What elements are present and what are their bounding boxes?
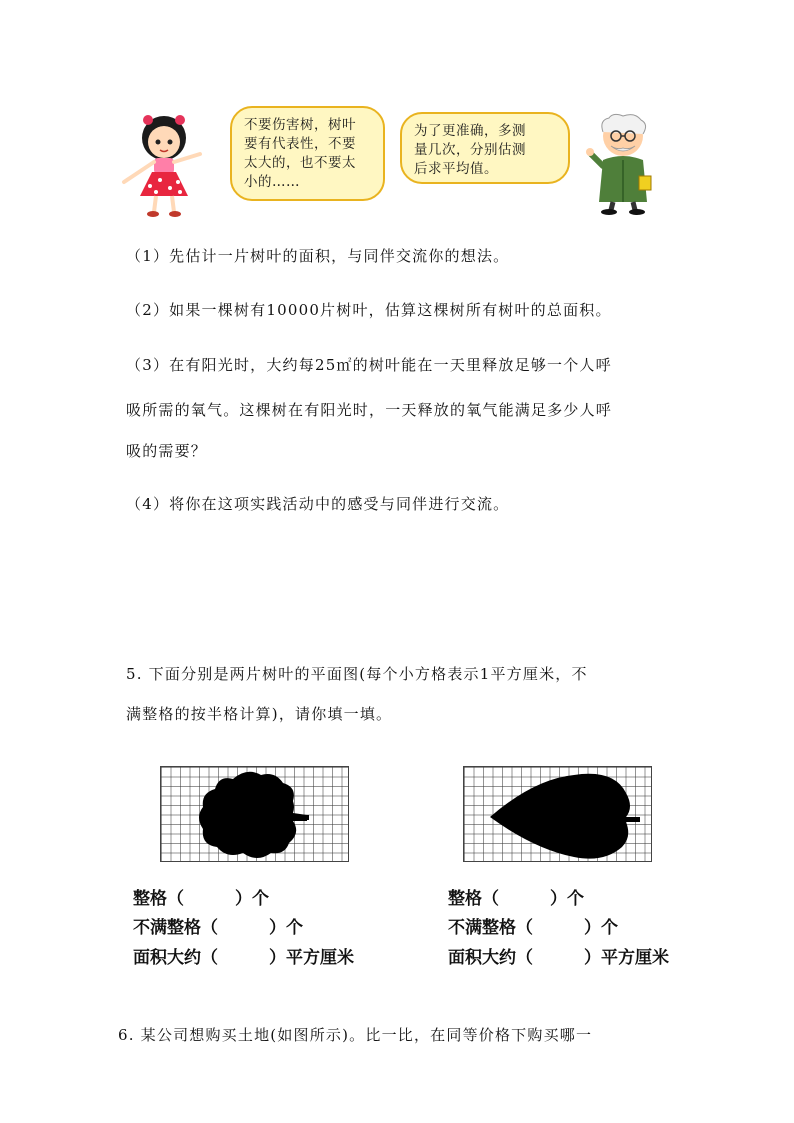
- bubble-line: 为了更准确，多测: [414, 123, 526, 139]
- question-2: （2）如果一棵树有10000片树叶，估算这棵树所有树叶的总面积。: [126, 301, 612, 319]
- grandpa-illustration: [585, 110, 660, 215]
- bubble-line: 后求平均值。: [414, 161, 498, 177]
- right-leaf-shape: [464, 767, 653, 863]
- bubble-line: 要有代表性，不要: [244, 136, 356, 152]
- right-leaf-grid: [463, 766, 652, 862]
- right-partial-squares-label: 不满整格（ ）个: [448, 918, 618, 938]
- right-area-label: 面积大约（ ）平方厘米: [448, 948, 669, 968]
- question-1: （1）先估计一片树叶的面积，与同伴交流你的想法。: [126, 247, 510, 265]
- question-5-line-2: 满整格的按半格计算)，请你填一填。: [126, 705, 393, 723]
- question-4: （4）将你在这项实践活动中的感受与同伴进行交流。: [126, 495, 510, 513]
- right-whole-squares-label: 整格（ ）个: [448, 889, 584, 909]
- left-partial-squares-label: 不满整格（ ）个: [133, 918, 303, 938]
- question-5-line-1: 5. 下面分别是两片树叶的平面图(每个小方格表示1平方厘米，不: [126, 665, 588, 683]
- question-3-line-2: 吸所需的氧气。这棵树在有阳光时，一天释放的氧气能满足多少人呼: [126, 401, 613, 419]
- left-leaf-shape: [161, 767, 350, 863]
- girl-illustration: [118, 108, 210, 218]
- left-whole-squares-label: 整格（ ）个: [133, 889, 269, 909]
- left-area-label: 面积大约（ ）平方厘米: [133, 948, 354, 968]
- question-3-line-1: （3）在有阳光时，大约每25㎡的树叶能在一天里释放足够一个人呼: [126, 356, 612, 374]
- bubble-line: 太大的，也不要太: [244, 155, 356, 171]
- question-3-line-3: 吸的需要？: [126, 442, 208, 460]
- grandpa-speech-bubble: [400, 112, 570, 184]
- question-6: 6. 某公司想购买土地(如图所示)。比一比，在同等价格下购买哪一: [118, 1026, 593, 1044]
- bubble-line: 小的……: [244, 174, 300, 190]
- left-leaf-grid: [160, 766, 349, 862]
- bubble-line: 量几次，分别估测: [414, 142, 526, 158]
- bubble-line: 不要伤害树，树叶: [244, 117, 356, 133]
- girl-speech-bubble: [230, 106, 385, 201]
